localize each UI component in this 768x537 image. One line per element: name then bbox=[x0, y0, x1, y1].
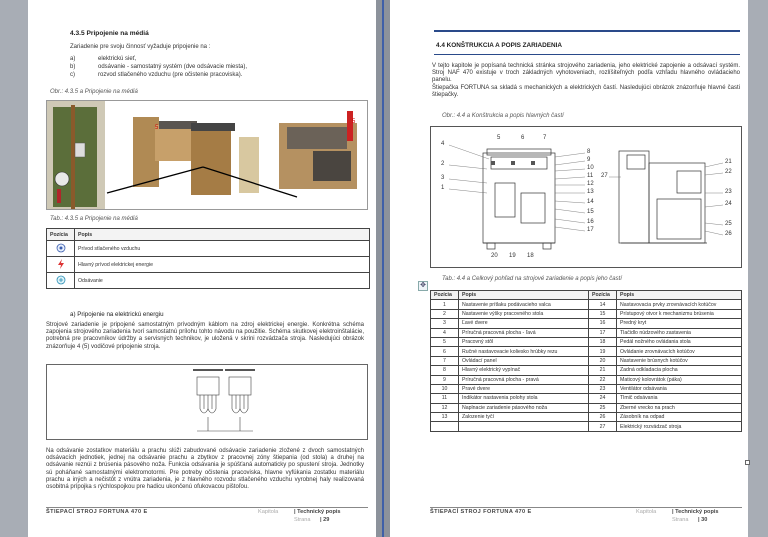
machine-drawing bbox=[430, 126, 742, 268]
table-cell: Nastavenie brúsnych kotúčov bbox=[617, 356, 742, 365]
list-item-marker: a) bbox=[70, 56, 76, 62]
section-heading: 4.4 KONŠTRUKCIA A POPIS ZARIADENIA bbox=[436, 42, 563, 49]
footer-chapter: | Technický popis bbox=[294, 509, 341, 515]
table-row bbox=[431, 403, 742, 412]
section-heading: 4.3.5 Pripojenie na médiá bbox=[70, 30, 149, 37]
table-row bbox=[431, 309, 742, 318]
table-cell: 19 bbox=[589, 347, 617, 356]
callout-number: 22 bbox=[725, 169, 732, 175]
footer-chapter-label: Kapitola bbox=[258, 509, 279, 515]
callout-number: 21 bbox=[725, 159, 732, 165]
table-caption: Tab.: 4.3.5 a Pripojenie na médiá bbox=[50, 216, 138, 222]
callout-number: 12 bbox=[587, 181, 594, 187]
media-connection-photo bbox=[46, 100, 368, 210]
table-cell: 24 bbox=[589, 394, 617, 403]
table-cell: Nastavovacia prvky zrovnávacích kotúčov bbox=[617, 300, 742, 309]
photo-label: 5 bbox=[352, 119, 356, 125]
footer-title: ŠTIEPACÍ STROJ FORTUNA 470 E bbox=[46, 509, 148, 515]
table-cell: Hlavný prívod elektrickej energie bbox=[75, 257, 370, 273]
subheading: a) Pripojenie na elektrickú energiu bbox=[70, 311, 164, 318]
table-cell: Tlačidlo núdzového zastavenia bbox=[617, 328, 742, 337]
footer-rule bbox=[430, 507, 742, 508]
table-resize-handle[interactable] bbox=[745, 460, 750, 465]
table-cell: 25 bbox=[589, 403, 617, 412]
table-row bbox=[431, 394, 742, 403]
table-cell: Pracovný stôl bbox=[459, 337, 589, 346]
callout-number: 26 bbox=[725, 231, 732, 237]
list-item: elektrickú sieť, bbox=[98, 56, 137, 62]
table-row bbox=[431, 413, 742, 422]
callout-number: 10 bbox=[587, 165, 594, 171]
table-cell: 22 bbox=[589, 375, 617, 384]
table-cell: Tlmič odsávania bbox=[617, 394, 742, 403]
table-cell: Nastavenie výšky pracovného stola bbox=[459, 309, 589, 318]
callout-number: 25 bbox=[725, 221, 732, 227]
callout-number: 4 bbox=[441, 141, 445, 147]
table-cell: Odsávanie bbox=[75, 273, 370, 289]
table-cell: 23 bbox=[589, 384, 617, 393]
table-cell: Zberné vrecko na prach bbox=[617, 403, 742, 412]
table-cell: 12 bbox=[431, 403, 459, 412]
table-cell: 20 bbox=[589, 356, 617, 365]
callout-number: 27 bbox=[601, 173, 608, 179]
table-cell: 2 bbox=[431, 309, 459, 318]
table-cell: Naplnacie zariadenie pásového noža bbox=[459, 403, 589, 412]
table-cell: Zásobník na odpad bbox=[617, 413, 742, 422]
page-number: | 29 bbox=[320, 517, 330, 523]
table-cell: Prístupový otvor k mechanizmu brúsenia bbox=[617, 309, 742, 318]
table-row bbox=[431, 422, 742, 431]
table-row bbox=[431, 347, 742, 356]
table-cell: Ovládanie zrovnávacích kotúčov bbox=[617, 347, 742, 356]
column-header: Pozícia bbox=[431, 291, 459, 300]
table-row bbox=[431, 300, 742, 309]
table-cell: Ľavé dvere bbox=[459, 319, 589, 328]
table-header-row bbox=[431, 291, 742, 300]
table-cell: 13 bbox=[431, 413, 459, 422]
list-item-marker: b) bbox=[70, 64, 76, 70]
table-cell: 5 bbox=[431, 337, 459, 346]
column-header: Popis bbox=[617, 291, 742, 300]
page-30 bbox=[390, 0, 748, 537]
table-cell: Príručná pracovná plocha - ľavá bbox=[459, 328, 589, 337]
electric-paragraph: Strojové zariadenie je pripojené samostatným prívodným káblom na zdroj elektrickej energie. Konkrétna schéma zapojenia strojového zariadenia tvorí samostatnú prílohu tohto návodu na použitie. Schéma skutkovej elektroinštalácie, potrebná pre pracovníkov údržby a servisných technikov, je uložená v skrini rozvádzača stroja. Nasledujúci obrázok znázorňuje 4 (5) vodičové pripojenie stroja. bbox=[46, 322, 364, 350]
callout-number: 17 bbox=[587, 227, 594, 233]
air-fitting-icon bbox=[47, 241, 75, 257]
footer-rule bbox=[46, 507, 368, 508]
callout-number: 20 bbox=[491, 253, 498, 259]
table-cell: Ručné nastavovacie koliesko hrúbky rezu bbox=[459, 347, 589, 356]
table-cell: 21 bbox=[589, 366, 617, 375]
table-row bbox=[431, 375, 742, 384]
table-cell: Elektrický rozvádzač stroja bbox=[617, 422, 742, 431]
parts-intro: Štiepačka FORTUNA sa skladá s mechanických a elektrických častí. Nasledujúci obrázok znázorňuje hlavné časti štiepačky. bbox=[432, 85, 740, 99]
suction-paragraph: Na odsávanie zostatkov materiálu a prachu slúži zabudované odsávacie zariadenie zložené z dvoch samostatných odsávacích jednotiek, jednej na odsávanie prachu a zbytkov z pracovnej zóny štiepania (od stola) a druhej na odsávanie reznúi z brúsenia pásového noža. Funkcia odsávania je spúšťaná automaticky po spustení stroja. Jednotky sú poháňané samostatnými elektromotormi. Pre potreby očistenia pracoviska, hlavne vyfúkania zostatku materiálu prachu a iných a nečistôt z vnútra zariadenia, je z hlavného rozvodu stlačeného vzduchu vyrobnej haly realizovaná osobitná prípojka s rýchlospojkou pre hadicu ukončenú ofukovacou pištoľou. bbox=[46, 448, 364, 491]
column-header: Popis bbox=[75, 229, 370, 241]
table-cell: Nastavenie prítlaku podávacieho valca bbox=[459, 300, 589, 309]
figure-caption: Obr.: 4.3.5 a Pripojenie na médiá bbox=[50, 89, 138, 95]
intro-paragraph: V tejto kapitole je popísaná technická stránka strojového zariadenia, jeho elektrické zapojenie a odsávací systém. Stroj NAF 470 existuje v troch základných vyhotoveniach, rozlíšiteľných podľa vzhľadu hlavného ovládacieho panelu. bbox=[432, 63, 740, 84]
callout-number: 16 bbox=[587, 219, 594, 225]
callout-number: 7 bbox=[543, 135, 547, 141]
table-cell: Zalozenie tyčí bbox=[459, 413, 589, 422]
table-cell: Zadná odkladacia plocha bbox=[617, 366, 742, 375]
table-row bbox=[431, 328, 742, 337]
table-cell bbox=[431, 422, 459, 431]
callout-number: 14 bbox=[587, 199, 594, 205]
table-cell: Maticový kolovrátok (páka) bbox=[617, 375, 742, 384]
list-item: rozvod stlačeného vzduchu (pre očistenie pracoviska). bbox=[98, 72, 243, 78]
table-cell: 16 bbox=[589, 319, 617, 328]
table-row bbox=[47, 257, 370, 273]
table-header-row bbox=[47, 229, 370, 241]
parts-table bbox=[430, 290, 742, 432]
table-caption: Tab.: 4.4 a Celkový pohľad na strojové zariadenie a popis jeho častí bbox=[442, 276, 622, 282]
table-cell: 18 bbox=[589, 337, 617, 346]
table-cell: 3 bbox=[431, 319, 459, 328]
table-cell: Predný kryt bbox=[617, 319, 742, 328]
table-cell bbox=[459, 422, 589, 431]
table-row bbox=[431, 356, 742, 365]
table-row bbox=[431, 384, 742, 393]
callout-number: 19 bbox=[509, 253, 516, 259]
table-cell: 10 bbox=[431, 384, 459, 393]
table-row bbox=[47, 241, 370, 257]
footer-title: ŠTIEPACÍ STROJ FORTUNA 470 E bbox=[430, 509, 532, 515]
footer-page-label: Strana bbox=[294, 517, 311, 523]
callout-number: 1 bbox=[441, 185, 445, 191]
heading-rule bbox=[434, 54, 740, 55]
callout-number: 3 bbox=[441, 175, 445, 181]
table-cell: Hlavný elektrický vypínač bbox=[459, 366, 589, 375]
lightning-icon bbox=[47, 257, 75, 273]
table-cell: Ovládací panel bbox=[459, 356, 589, 365]
page-29 bbox=[28, 0, 376, 537]
table-cell: Ventilátor odsávania bbox=[617, 384, 742, 393]
table-cell: 17 bbox=[589, 328, 617, 337]
callout-number: 24 bbox=[725, 201, 732, 207]
callout-number: 6 bbox=[521, 135, 525, 141]
footer-chapter-label: Kapitola bbox=[636, 509, 657, 515]
media-table bbox=[46, 228, 370, 289]
callout-number: 8 bbox=[587, 149, 591, 155]
list-item: odsávanie - samostatný systém (dve odsávacie miesta), bbox=[98, 64, 248, 70]
table-cell: 7 bbox=[431, 356, 459, 365]
table-cell: 1 bbox=[431, 300, 459, 309]
table-cell: 26 bbox=[589, 413, 617, 422]
column-header: Pozícia bbox=[47, 229, 75, 241]
table-row bbox=[431, 319, 742, 328]
callout-number: 9 bbox=[587, 157, 591, 163]
callout-number: 23 bbox=[725, 189, 732, 195]
table-cell: Pedál nožného ovládania stola bbox=[617, 337, 742, 346]
callout-number: 5 bbox=[497, 135, 501, 141]
footer-page-label: Strana bbox=[672, 517, 689, 523]
list-item-marker: c) bbox=[70, 72, 75, 78]
table-cell: Prívod stlačeného vzduchu bbox=[75, 241, 370, 257]
table-cell: 6 bbox=[431, 347, 459, 356]
callout-number: 13 bbox=[587, 189, 594, 195]
footer-chapter: | Technický popis bbox=[672, 509, 719, 515]
figure-caption: Obr.: 4.4 a Konštrukcia a popis hlavných častí bbox=[442, 113, 564, 119]
table-cell: 9 bbox=[431, 375, 459, 384]
table-cell: 11 bbox=[431, 394, 459, 403]
callout-number: 18 bbox=[527, 253, 534, 259]
table-cell: Pravé dvere bbox=[459, 384, 589, 393]
page-divider bbox=[382, 0, 384, 537]
table-move-handle-icon[interactable]: ✥ bbox=[418, 281, 428, 291]
page-number: | 30 bbox=[698, 517, 708, 523]
suction-icon bbox=[47, 273, 75, 289]
table-cell: Indikátor nastavenia polohy stola bbox=[459, 394, 589, 403]
table-cell: 8 bbox=[431, 366, 459, 375]
photo-label: 5 bbox=[155, 125, 159, 131]
intro-text: Zariadenie pre svoju činnosť vyžaduje pripojenie na : bbox=[70, 44, 211, 50]
table-row bbox=[431, 366, 742, 375]
callout-number: 11 bbox=[587, 173, 594, 179]
table-cell: Príručná pracovná plocha - pravá bbox=[459, 375, 589, 384]
table-row bbox=[431, 337, 742, 346]
table-cell: 4 bbox=[431, 328, 459, 337]
table-cell: 15 bbox=[589, 309, 617, 318]
column-header: Pozícia bbox=[589, 291, 617, 300]
heading-rule bbox=[434, 30, 740, 32]
table-cell: 27 bbox=[589, 422, 617, 431]
table-cell: 14 bbox=[589, 300, 617, 309]
wiring-diagram bbox=[46, 364, 368, 440]
callout-number: 2 bbox=[441, 161, 445, 167]
callout-number: 15 bbox=[587, 209, 594, 215]
table-row bbox=[47, 273, 370, 289]
column-header: Popis bbox=[459, 291, 589, 300]
